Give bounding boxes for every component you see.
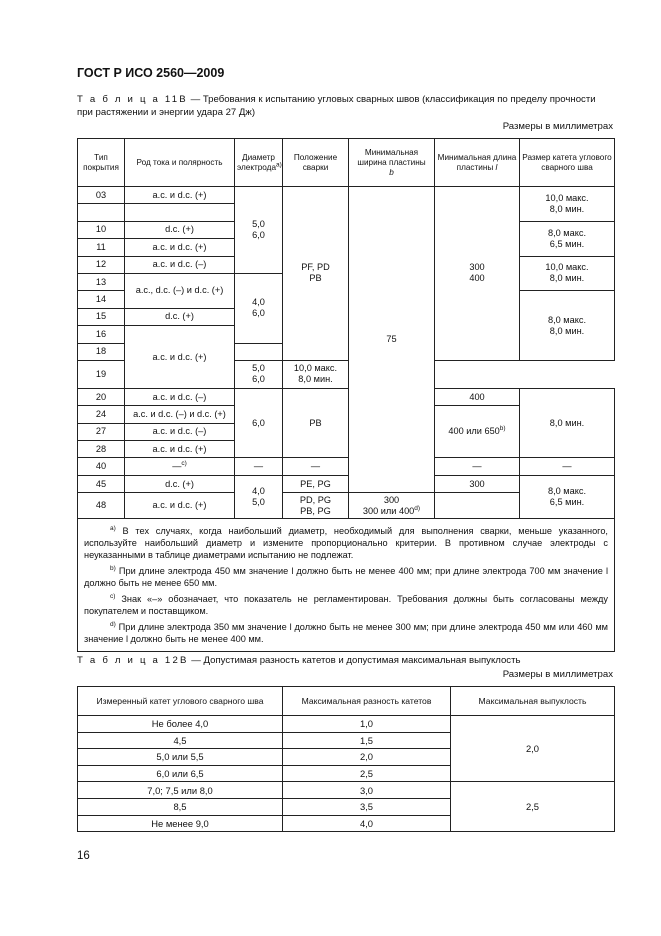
type-cell-empty bbox=[78, 204, 125, 221]
length-value: 300 bbox=[383, 494, 400, 505]
length-cell bbox=[435, 406, 520, 458]
leg-value: 8,0 мин. bbox=[549, 325, 585, 336]
footnote-text: При длине электрода 450 мм значение l должно быть не менее 400 мм; при длине электрода 700 мм значение l должно быть не менее 650 мм. bbox=[84, 566, 608, 589]
position-value: PB, PG bbox=[300, 505, 331, 516]
type-cell: 27 bbox=[78, 423, 125, 440]
table-12b-caption bbox=[77, 654, 614, 667]
leg-value: 8,0 макс. bbox=[547, 486, 587, 497]
type-cell: 19 bbox=[78, 360, 125, 388]
table-12b-units: Размеры в миллиметрах bbox=[502, 669, 613, 680]
table-row bbox=[78, 458, 615, 475]
current-cell bbox=[125, 458, 235, 475]
position-value: PD, PG bbox=[299, 494, 332, 505]
footnote-b bbox=[84, 565, 608, 589]
position-value: PF, PD bbox=[301, 262, 330, 273]
leg-cell bbox=[520, 291, 615, 361]
current-cell: a.c. и d.c. (+) bbox=[125, 187, 235, 204]
length-value: 300 или 400 bbox=[362, 505, 415, 516]
type-cell: 16 bbox=[78, 326, 125, 343]
header-width-text: Минимальная ширина пластины bbox=[357, 147, 426, 167]
length-value: 400 или 650 bbox=[448, 426, 500, 437]
header-type: Тип покрытия bbox=[78, 139, 125, 187]
table-row bbox=[78, 187, 615, 204]
footnote-ref: c) bbox=[181, 460, 187, 468]
current-cell: a.c. и d.c. (+) bbox=[125, 326, 235, 389]
current-cell: d.c. (+) bbox=[125, 308, 235, 325]
header-length bbox=[435, 139, 520, 187]
length-value: 400 bbox=[469, 273, 485, 284]
current-cell: d.c. (+) bbox=[125, 475, 235, 492]
table-header-row bbox=[78, 139, 615, 187]
header-max-convexity: Максимальная выпуклость bbox=[451, 687, 615, 716]
caption-label: Т а б л и ц а 12В bbox=[77, 655, 189, 666]
footnote-text: Знак «–» обозначает, что показатель не регламентирован. Требования должны быть согласованы между покупателем и поставщиком. bbox=[84, 594, 608, 617]
caption-text: — Требования к испытанию угловых сварных швов (классификация по пределу прочности при растяжении и энергии удара 27 Дж) bbox=[77, 94, 596, 118]
leg-cell: 8,0 мин. bbox=[520, 388, 615, 458]
table-row bbox=[78, 388, 615, 405]
leg-cell bbox=[283, 360, 349, 388]
current-cell: a.c. и d.c. (–) bbox=[125, 423, 235, 440]
table-notes bbox=[78, 519, 615, 652]
footnote-d bbox=[84, 621, 608, 645]
position-cell bbox=[283, 187, 349, 361]
type-cell: 15 bbox=[78, 308, 125, 325]
length-cell bbox=[349, 493, 435, 519]
table-11b-caption bbox=[77, 93, 614, 119]
diameter-value: 4,0 bbox=[252, 297, 265, 308]
header-length-symbol: l bbox=[495, 162, 498, 172]
length-cell: 300 bbox=[435, 475, 520, 492]
leg-value: 8,0 мин. bbox=[549, 273, 585, 284]
position-cell: PB bbox=[283, 388, 349, 458]
max-convexity-cell: 2,0 bbox=[451, 716, 615, 782]
header-length-text: Минимальная длина пластины bbox=[437, 152, 517, 172]
position-cell bbox=[283, 493, 349, 519]
max-convexity-cell: 2,5 bbox=[451, 782, 615, 832]
header-diameter-text: Диаметр электрода bbox=[237, 152, 277, 172]
footnote-c bbox=[84, 593, 608, 617]
header-current: Род тока и полярность bbox=[125, 139, 235, 187]
header-diameter bbox=[235, 139, 283, 187]
header-max-difference: Максимальная разность катетов bbox=[283, 687, 451, 716]
diameter-value: 4,0 bbox=[252, 486, 265, 497]
leg-value: 6,5 мин. bbox=[549, 238, 585, 249]
max-difference-cell: 4,0 bbox=[283, 815, 451, 832]
position-cell: — bbox=[283, 458, 349, 475]
current-dash: — bbox=[172, 461, 182, 472]
table-row bbox=[78, 716, 615, 733]
current-cell-empty bbox=[125, 204, 235, 221]
header-leg: Размер катета углового сварного шва bbox=[520, 139, 615, 187]
table-11b bbox=[77, 138, 615, 652]
leg-cell: — bbox=[520, 458, 615, 475]
footnote-ref: a) bbox=[276, 160, 282, 168]
diameter-cell: 6,0 bbox=[235, 388, 283, 458]
footnote-mark: c) bbox=[110, 593, 116, 601]
leg-cell bbox=[520, 221, 615, 256]
current-cell: a.c. и d.c. (–) bbox=[125, 388, 235, 405]
leg-cell bbox=[520, 475, 615, 518]
footnote-mark: b) bbox=[110, 565, 116, 573]
diameter-value: 6,0 bbox=[252, 308, 265, 319]
measured-leg-cell: Не более 4,0 bbox=[78, 716, 283, 733]
diameter-value: 5,0 bbox=[252, 497, 265, 508]
leg-value: 8,0 мин. bbox=[549, 203, 585, 214]
current-cell: a.c. и d.c. (+) bbox=[125, 493, 235, 519]
max-difference-cell: 1,0 bbox=[283, 716, 451, 733]
current-cell: a.c. и d.c. (–) и d.c. (+) bbox=[125, 406, 235, 423]
diameter-cell: — bbox=[235, 458, 283, 475]
caption-text: — Допустимая разность катетов и допустимая максимальная выпуклость bbox=[188, 655, 521, 666]
document-title: ГОСТ Р ИСО 2560—2009 bbox=[77, 66, 225, 80]
current-cell: a.c. и d.c. (+) bbox=[125, 239, 235, 256]
type-cell: 40 bbox=[78, 458, 125, 475]
diameter-value: 6,0 bbox=[252, 229, 265, 240]
header-measured-leg: Измеренный катет углового сварного шва bbox=[78, 687, 283, 716]
type-cell: 14 bbox=[78, 291, 125, 308]
current-cell: a.c. и d.c. (+) bbox=[125, 441, 235, 458]
table-header-row bbox=[78, 687, 615, 716]
leg-value: 6,5 мин. bbox=[549, 497, 585, 508]
type-cell: 03 bbox=[78, 187, 125, 204]
measured-leg-cell: 8,5 bbox=[78, 798, 283, 815]
diameter-cell bbox=[235, 273, 283, 343]
measured-leg-cell: 5,0 или 5,5 bbox=[78, 749, 283, 766]
footnote-mark: a) bbox=[110, 525, 116, 533]
type-cell: 13 bbox=[78, 273, 125, 290]
length-cell: — bbox=[435, 458, 520, 475]
footnote-mark: d) bbox=[110, 621, 116, 629]
diameter-cell bbox=[235, 475, 283, 518]
measured-leg-cell: Не менее 9,0 bbox=[78, 815, 283, 832]
footnote-ref: b) bbox=[499, 425, 506, 433]
type-cell: 20 bbox=[78, 388, 125, 405]
footnote-a bbox=[84, 525, 608, 561]
position-cell: PE, PG bbox=[283, 475, 349, 492]
current-cell: a.c., d.c. (–) и d.c. (+) bbox=[125, 273, 235, 308]
table-row bbox=[78, 782, 615, 799]
caption-label: Т а б л и ц а 11В bbox=[77, 94, 188, 105]
type-cell: 28 bbox=[78, 441, 125, 458]
length-cell: 400 bbox=[435, 388, 520, 405]
width-cell: 75 bbox=[349, 187, 435, 493]
measured-leg-cell: 4,5 bbox=[78, 732, 283, 749]
type-cell: 24 bbox=[78, 406, 125, 423]
page-number: 16 bbox=[77, 850, 90, 862]
measured-leg-cell: 6,0 или 6,5 bbox=[78, 765, 283, 782]
current-cell: a.c. и d.c. (–) bbox=[125, 256, 235, 273]
length-value: 300 bbox=[469, 262, 485, 273]
footnote-text: При длине электрода 350 мм значение l должно быть не менее 300 мм; при длине электрода 450 мм или 460 мм значение l должно быть не менее 400 мм. bbox=[84, 622, 608, 645]
table-12b bbox=[77, 686, 615, 832]
type-cell: 11 bbox=[78, 239, 125, 256]
diameter-value: 5,0 bbox=[252, 218, 265, 229]
type-cell: 12 bbox=[78, 256, 125, 273]
table-notes-row bbox=[78, 519, 615, 652]
header-position: Положение сварки bbox=[283, 139, 349, 187]
table-11b-units: Размеры в миллиметрах bbox=[502, 121, 613, 132]
footnote-text: В тех случаях, когда наибольший диаметр, необходимый для выполнения сварки, меньше указанного, используйте наибольший диаметр и измените пропорционально критерии. В противном случае электроды с неуказанными в таблице диаметрами испытанию не подлежат. bbox=[84, 526, 608, 561]
type-cell: 18 bbox=[78, 343, 125, 360]
max-difference-cell: 3,5 bbox=[283, 798, 451, 815]
type-cell: 48 bbox=[78, 493, 125, 519]
type-cell: 45 bbox=[78, 475, 125, 492]
measured-leg-cell: 7,0; 7,5 или 8,0 bbox=[78, 782, 283, 799]
footnote-ref: d) bbox=[414, 504, 421, 512]
leg-value: 10,0 макс. bbox=[545, 262, 589, 273]
max-difference-cell: 2,0 bbox=[283, 749, 451, 766]
leg-value: 10,0 макс. bbox=[545, 192, 589, 203]
diameter-value: 6,0 bbox=[252, 374, 265, 385]
leg-cell bbox=[520, 187, 615, 222]
position-value: PB bbox=[309, 273, 322, 284]
leg-value: 10,0 макс. bbox=[293, 363, 338, 374]
leg-value: 8,0 макс. bbox=[547, 314, 587, 325]
max-difference-cell: 1,5 bbox=[283, 732, 451, 749]
current-cell: d.c. (+) bbox=[125, 221, 235, 238]
leg-value: 8,0 макс. bbox=[547, 227, 587, 238]
length-cell bbox=[435, 187, 520, 361]
leg-value: 8,0 мин. bbox=[298, 374, 333, 385]
header-width bbox=[349, 139, 435, 187]
leg-cell bbox=[520, 256, 615, 291]
diameter-value: 5,0 bbox=[252, 363, 265, 374]
type-cell: 10 bbox=[78, 221, 125, 238]
header-width-symbol: b bbox=[389, 167, 394, 177]
max-difference-cell: 2,5 bbox=[283, 765, 451, 782]
diameter-cell bbox=[235, 187, 283, 274]
table-row bbox=[78, 475, 615, 492]
max-difference-cell: 3,0 bbox=[283, 782, 451, 799]
diameter-cell bbox=[235, 360, 283, 388]
